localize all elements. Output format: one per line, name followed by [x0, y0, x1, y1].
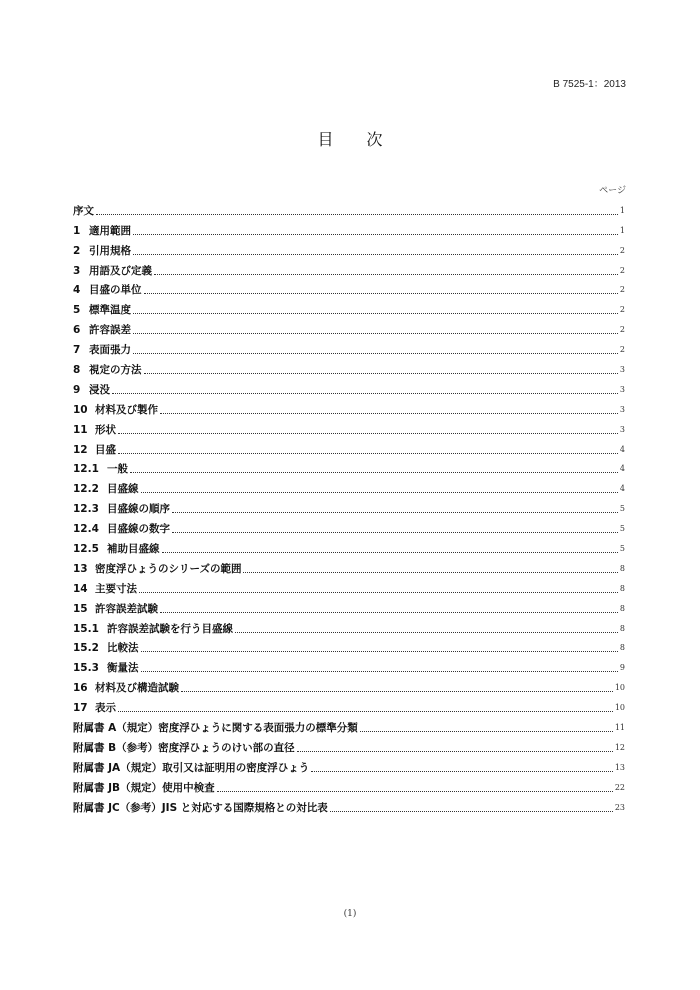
- toc-entry-title: 密度浮ひょうのシリーズの範囲: [95, 562, 242, 575]
- toc-entry-title: 標準温度: [89, 304, 131, 317]
- toc-entry[interactable]: [73, 536, 625, 556]
- toc-entry-title: 表示: [95, 702, 116, 715]
- toc-entry-title: 材料及び製作: [95, 403, 158, 416]
- dot-leader: [172, 532, 618, 533]
- dot-leader: [112, 393, 618, 394]
- toc-entry[interactable]: [73, 377, 625, 397]
- toc-entry-number: 12: [73, 443, 88, 456]
- toc-entry-page: 2: [619, 285, 625, 295]
- toc-entry-page: 5: [619, 544, 625, 554]
- toc-entry[interactable]: [73, 437, 625, 457]
- dot-leader: [130, 472, 618, 473]
- toc-entry-page: 3: [619, 404, 625, 414]
- toc-entry-page: 12: [614, 742, 625, 752]
- dot-leader: [311, 771, 613, 772]
- toc-entry-page: 2: [619, 345, 625, 355]
- dot-leader: [154, 274, 618, 275]
- dot-leader: [118, 433, 618, 434]
- toc-entry-page: 23: [614, 802, 625, 812]
- toc-entry-title: 附属書 JA（規定）取引又は証明用の密度浮ひょう: [73, 761, 310, 774]
- toc-entry-number: 10: [73, 403, 88, 416]
- toc-entry-title: 附属書 JB（規定）使用中検査: [73, 781, 215, 794]
- toc-entry-page: 11: [614, 723, 625, 733]
- toc-entry-page: 3: [619, 365, 625, 375]
- dot-leader: [133, 353, 618, 354]
- toc-entry-number: 12.1: [73, 463, 99, 476]
- toc-entry-title: 目盛線の順序: [107, 503, 170, 516]
- toc-entry-title: 一般: [107, 463, 128, 476]
- toc-entry[interactable]: [73, 775, 625, 795]
- toc-entry[interactable]: [73, 755, 625, 775]
- toc-entry[interactable]: [73, 337, 625, 357]
- dot-leader: [133, 254, 618, 255]
- toc-entry[interactable]: [73, 675, 625, 695]
- toc-entry-number: 1: [73, 224, 81, 237]
- dot-leader: [160, 413, 618, 414]
- toc-entry-title: 附属書 JC（参考）JIS と対応する国際規格との対比表: [73, 801, 328, 814]
- toc-entry-page: 5: [619, 504, 625, 514]
- dot-leader: [133, 234, 618, 235]
- page-title: 目 次: [317, 130, 397, 149]
- toc-entry-number: 16: [73, 682, 88, 695]
- toc-entry-title: 補助目盛線: [107, 543, 160, 556]
- dot-leader: [243, 572, 617, 573]
- toc-entry-number: 12.3: [73, 503, 99, 516]
- toc-entry-title: 附属書 B（参考）密度浮ひょうのけい部の直径: [73, 741, 295, 754]
- toc-entry[interactable]: [73, 795, 625, 815]
- toc-entry-number: 15.3: [73, 662, 99, 675]
- toc-entry[interactable]: [73, 476, 625, 496]
- toc-entry-page: 8: [619, 563, 625, 573]
- dot-leader: [172, 512, 618, 513]
- dot-leader: [118, 711, 613, 712]
- toc-entry[interactable]: [73, 735, 625, 755]
- toc-entry-title: 表面張力: [89, 344, 131, 357]
- toc-entry-page: 3: [619, 384, 625, 394]
- toc-entry-title: 目盛の単位: [89, 284, 142, 297]
- toc-entry-page: 10: [614, 683, 625, 693]
- toc-entry-page: 22: [614, 782, 625, 792]
- dot-leader: [330, 811, 613, 812]
- toc-entry-page: 3: [619, 424, 625, 434]
- table-of-contents: [73, 198, 625, 815]
- toc-entry[interactable]: [73, 556, 625, 576]
- toc-entry[interactable]: [73, 576, 625, 596]
- toc-entry[interactable]: [73, 198, 625, 218]
- toc-entry-number: 11: [73, 423, 88, 436]
- toc-entry-title: 許容誤差試験: [95, 602, 158, 615]
- toc-entry-title: 目盛: [95, 443, 116, 456]
- toc-entry-number: 15: [73, 602, 88, 615]
- toc-entry-page: 2: [619, 245, 625, 255]
- dot-leader: [144, 293, 618, 294]
- toc-entry[interactable]: [73, 238, 625, 258]
- toc-entry-number: 4: [73, 284, 81, 297]
- toc-entry[interactable]: [73, 317, 625, 337]
- toc-entry[interactable]: [73, 596, 625, 616]
- toc-entry-title: 衡量法: [107, 662, 139, 675]
- page-column-label: ページ: [599, 186, 626, 196]
- toc-entry[interactable]: [73, 357, 625, 377]
- dot-leader: [141, 671, 618, 672]
- dot-leader: [118, 453, 618, 454]
- toc-entry-title: 序文: [73, 204, 94, 217]
- toc-entry-page: 10: [614, 703, 625, 713]
- toc-entry-title: 目盛線の数字: [107, 523, 170, 536]
- toc-entry-page: 1: [619, 225, 625, 235]
- toc-entry-number: 17: [73, 702, 88, 715]
- document-code: B 7525-1：2013: [553, 79, 626, 90]
- toc-entry-title: 許容誤差: [89, 324, 131, 337]
- toc-entry[interactable]: [73, 655, 625, 675]
- dot-leader: [162, 552, 618, 553]
- toc-entry-number: 12.4: [73, 523, 99, 536]
- toc-entry-title: 附属書 A（規定）密度浮ひょうに関する表面張力の標準分類: [73, 722, 358, 735]
- toc-entry-number: 12.2: [73, 483, 99, 496]
- toc-entry-number: 3: [73, 264, 81, 277]
- toc-entry-page: 5: [619, 524, 625, 534]
- dot-leader: [181, 691, 613, 692]
- toc-entry-title: 視定の方法: [89, 364, 142, 377]
- dot-leader: [217, 791, 613, 792]
- toc-entry-number: 12.5: [73, 543, 99, 556]
- toc-entry-number: 7: [73, 344, 81, 357]
- toc-entry-page: 4: [619, 464, 625, 474]
- dot-leader: [141, 651, 618, 652]
- toc-entry-number: 2: [73, 244, 81, 257]
- dot-leader: [133, 333, 618, 334]
- toc-entry[interactable]: [73, 695, 625, 715]
- toc-entry[interactable]: [73, 496, 625, 516]
- toc-entry-number: 15.1: [73, 622, 99, 635]
- toc-entry-number: 13: [73, 562, 88, 575]
- toc-entry-page: 2: [619, 325, 625, 335]
- dot-leader: [360, 731, 613, 732]
- dot-leader: [96, 214, 618, 215]
- toc-entry-page: 8: [619, 623, 625, 633]
- toc-entry-number: 14: [73, 582, 88, 595]
- toc-entry[interactable]: [73, 457, 625, 477]
- toc-entry-title: 比較法: [107, 642, 139, 655]
- toc-entry-page: 4: [619, 444, 625, 454]
- dot-leader: [235, 632, 618, 633]
- toc-entry-number: 5: [73, 304, 81, 317]
- toc-entry-title: 主要寸法: [95, 582, 137, 595]
- dot-leader: [160, 612, 618, 613]
- dot-leader: [297, 751, 613, 752]
- dot-leader: [141, 492, 618, 493]
- toc-entry-number: 15.2: [73, 642, 99, 655]
- toc-entry-page: 8: [619, 643, 625, 653]
- toc-entry-page: 2: [619, 265, 625, 275]
- toc-entry-title: 用語及び定義: [89, 264, 152, 277]
- toc-entry[interactable]: [73, 715, 625, 735]
- toc-entry-page: 8: [619, 583, 625, 593]
- toc-entry-page: 13: [614, 762, 625, 772]
- toc-entry[interactable]: [73, 397, 625, 417]
- dot-leader: [133, 313, 618, 314]
- toc-entry-title: 形状: [95, 423, 116, 436]
- toc-entry-title: 浸没: [89, 383, 110, 396]
- toc-entry-page: 2: [619, 305, 625, 315]
- dot-leader: [139, 592, 618, 593]
- toc-entry[interactable]: [73, 258, 625, 278]
- toc-entry-number: 8: [73, 364, 81, 377]
- toc-entry-title: 目盛線: [107, 483, 139, 496]
- toc-entry-page: 4: [619, 484, 625, 494]
- toc-entry[interactable]: [73, 218, 625, 238]
- toc-entry[interactable]: [73, 297, 625, 317]
- toc-entry-number: 6: [73, 324, 81, 337]
- toc-entry-page: 8: [619, 603, 625, 613]
- toc-entry[interactable]: [73, 636, 625, 656]
- toc-entry-title: 適用範囲: [89, 224, 131, 237]
- toc-entry-title: 材料及び構造試験: [95, 682, 179, 695]
- toc-entry-page: 9: [619, 663, 625, 673]
- toc-entry[interactable]: [73, 616, 625, 636]
- toc-entry-title: 引用規格: [89, 244, 131, 257]
- toc-entry[interactable]: [73, 417, 625, 437]
- toc-entry-title: 許容誤差試験を行う目盛線: [107, 622, 233, 635]
- toc-entry[interactable]: [73, 516, 625, 536]
- toc-entry-page: 1: [619, 205, 625, 215]
- toc-entry-number: 9: [73, 383, 81, 396]
- toc-entry[interactable]: [73, 278, 625, 298]
- page-number: (1): [343, 909, 357, 919]
- dot-leader: [144, 373, 618, 374]
